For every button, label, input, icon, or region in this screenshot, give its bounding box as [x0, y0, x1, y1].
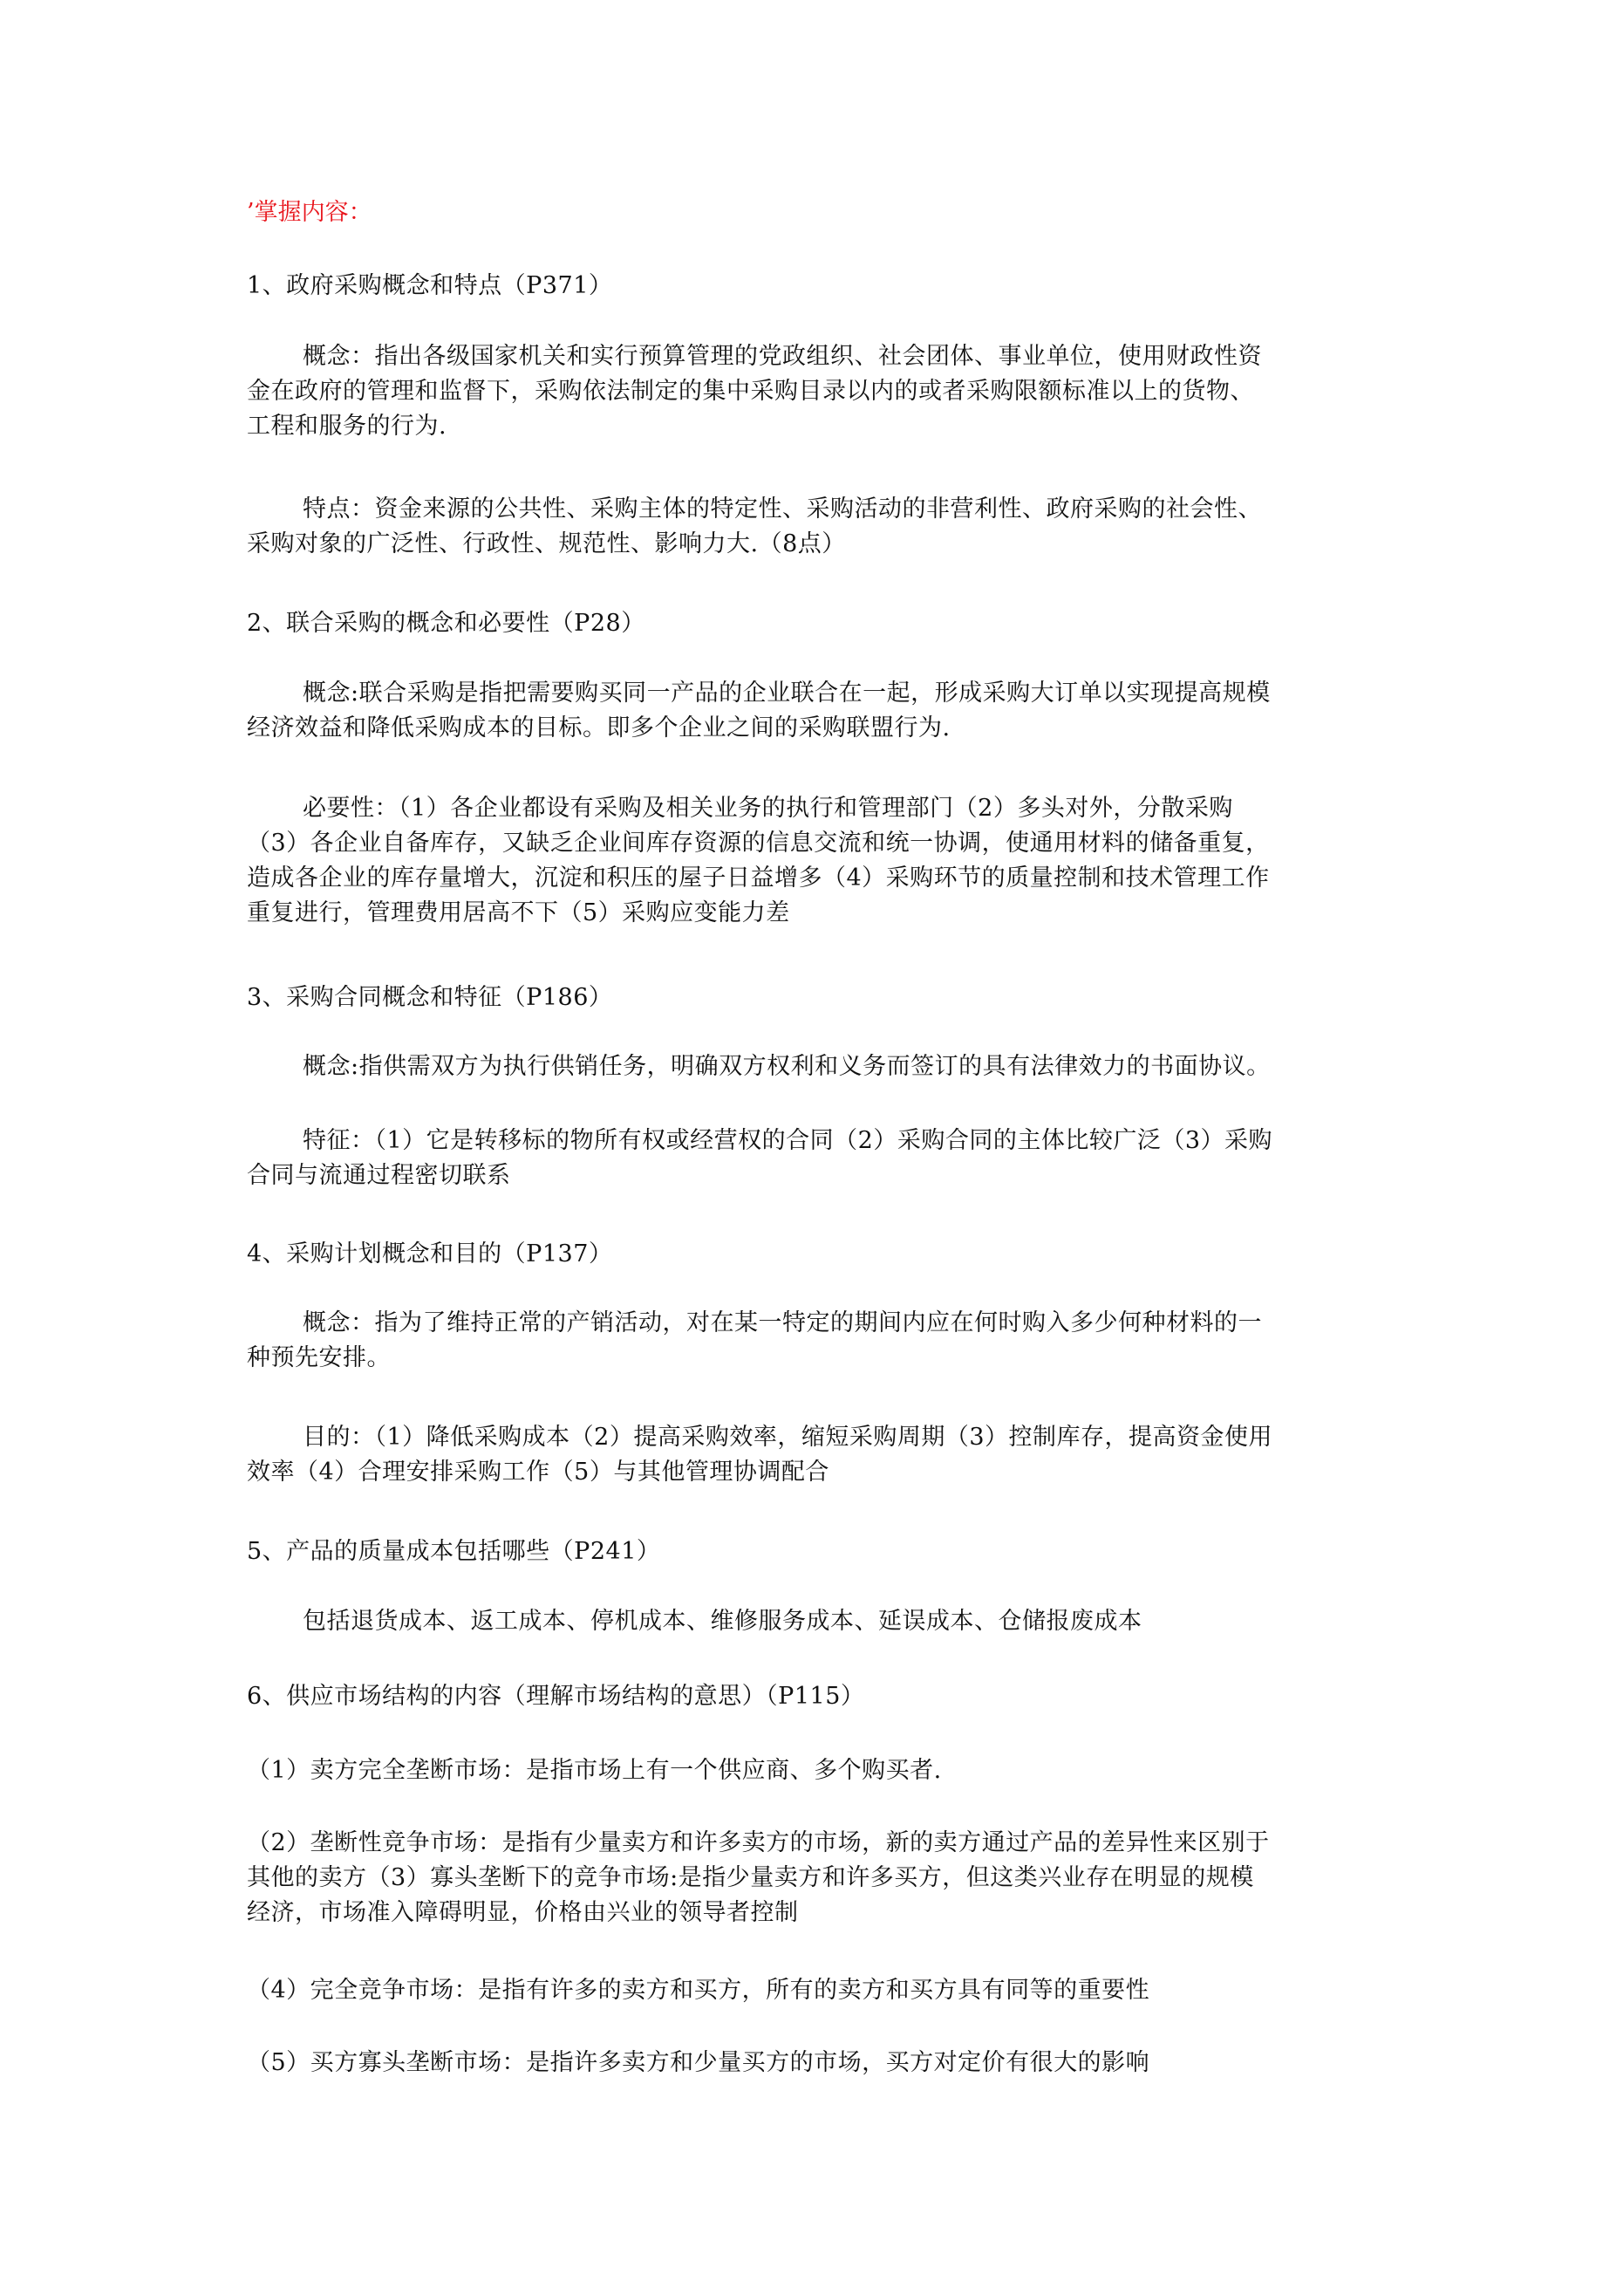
paragraph-line: 种预先安排。: [247, 1344, 391, 1371]
market-item-4: [247, 1973, 1403, 2008]
paragraph-line: 其他的卖方（3）寡头垄断下的竞争市场:是指少量卖方和许多买方，但这类兴业存在明显的规模: [247, 1864, 1254, 1891]
paragraph-line: 重复进行，管理费用居高不下（5）采购应变能力差: [247, 899, 790, 926]
paragraph-line: （3）各企业自备库存，又缺乏企业间库存资源的信息交流和统一协调，使通用材料的储备重复，: [247, 830, 1270, 857]
paragraph-line: 概念：指为了维持正常的产销活动，对在某一特定的期间内应在何时购入多少何种材料的一: [303, 1309, 1262, 1336]
paragraph-line: 效率（4）合理安排采购工作（5）与其他管理协调配合: [247, 1459, 829, 1486]
section-6-title: 6、供应市场结构的内容（理解市场结构的意思）（P115）: [247, 1683, 865, 1710]
paragraph-line: 合同与流通过程密切联系: [247, 1162, 511, 1189]
paragraph-line: 工程和服务的行为.: [247, 413, 447, 440]
section-2-concept-paragraph: [247, 676, 1403, 746]
paragraph-line: 特点：资金来源的公共性、采购主体的特定性、采购活动的非营利性、政府采购的社会性、: [303, 495, 1262, 523]
paragraph-line: 金在政府的管理和监督下，采购依法制定的集中采购目录以内的或者采购限额标准以上的货物、: [247, 378, 1254, 405]
section-1-features-paragraph: [247, 492, 1403, 562]
paragraph-line: 目的：（1）降低采购成本（2）提高采购效率，缩短采购周期（3）控制库存，提高资金使用: [303, 1424, 1273, 1451]
paragraph-line: 必要性：（1）各企业都设有采购及相关业务的执行和管理部门（2）多头对外，分散采购: [303, 795, 1233, 822]
market-item-5: [247, 2046, 1403, 2081]
paragraph-line: （5）买方寡头垄断市场：是指许多卖方和少量买方的市场，买方对定价有很大的影响: [247, 2049, 1150, 2076]
section-3-concept-paragraph: [247, 1049, 1403, 1084]
section-3-features-paragraph: [247, 1124, 1403, 1193]
paragraph-line: 造成各企业的库存量增大，沉淀和积压的屋子日益增多（4）采购环节的质量控制和技术管理工作: [247, 864, 1270, 892]
paragraph-line: 概念：指出各级国家机关和实行预算管理的党政组织、社会团体、事业单位，使用财政性资: [303, 343, 1262, 370]
paragraph-line: （1）卖方完全垄断市场：是指市场上有一个供应商、多个购买者.: [247, 1757, 942, 1784]
paragraph-line: （2）垄断性竞争市场：是指有少量卖方和许多卖方的市场，新的卖方通过产品的差异性来区别于: [247, 1829, 1270, 1856]
market-item-1: [247, 1753, 1403, 1788]
paragraph-line: 特征：（1）它是转移标的物所有权或经营权的合同（2）采购合同的主体比较广泛（3）采购: [303, 1127, 1273, 1154]
paragraph-line: 概念:指供需双方为执行供销任务，明确双方权利和义务而签订的具有法律效力的书面协议。: [303, 1053, 1271, 1080]
section-1-concept-paragraph: [247, 339, 1403, 444]
section-4-title: 4、采购计划概念和目的（P137）: [247, 1240, 613, 1268]
master-content-heading: ’掌握内容：: [247, 199, 372, 226]
paragraph-line: （4）完全竞争市场：是指有许多的卖方和买方，所有的卖方和买方具有同等的重要性: [247, 1977, 1150, 2004]
section-2-title: 2、联合采购的概念和必要性（P28）: [247, 610, 645, 637]
section-3-title: 3、采购合同概念和特征（P186）: [247, 984, 613, 1011]
paragraph-line: 经济效益和降低采购成本的目标。即多个企业之间的采购联盟行为.: [247, 714, 951, 741]
market-item-2: [247, 1826, 1403, 1930]
paragraph-line: 经济，市场准入障碍明显，价格由兴业的领导者控制: [247, 1899, 799, 1926]
section-4-purpose-paragraph: [247, 1420, 1403, 1490]
section-5-content-paragraph: [247, 1604, 1403, 1639]
paragraph-line: 概念:联合采购是指把需要购买同一产品的企业联合在一起，形成采购大订单以实现提高规模: [303, 680, 1271, 707]
section-1-title: 1、政府采购概念和特点（P371）: [247, 272, 613, 299]
section-2-necessity-paragraph: [247, 791, 1403, 931]
section-5-title: 5、产品的质量成本包括哪些（P241）: [247, 1538, 661, 1565]
paragraph-line: 包括退货成本、返工成本、停机成本、维修服务成本、延误成本、仓储报废成本: [303, 1608, 1142, 1635]
paragraph-line: 采购对象的广泛性、行政性、规范性、影响力大.（8点）: [247, 530, 846, 557]
section-4-concept-paragraph: [247, 1306, 1403, 1376]
